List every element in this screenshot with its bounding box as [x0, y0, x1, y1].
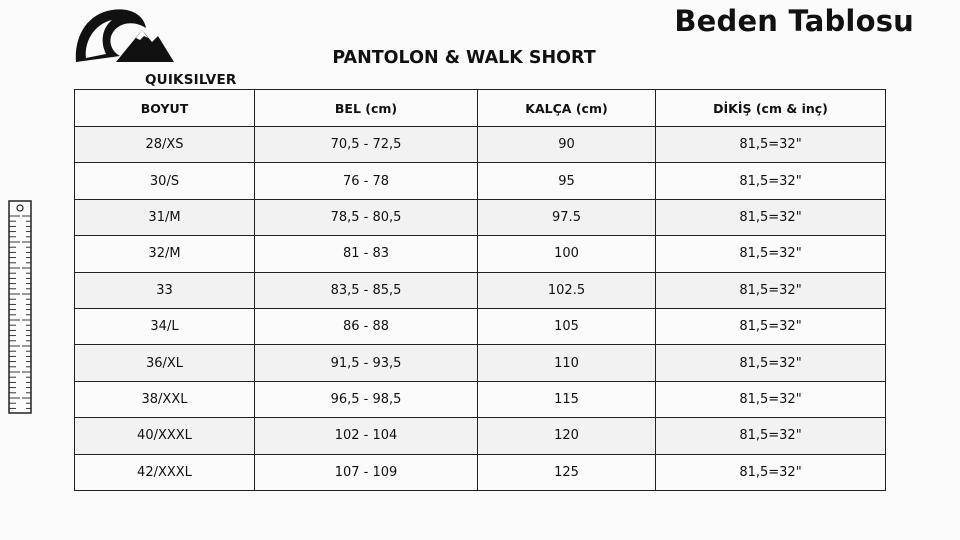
hip-cell: 97.5 — [478, 199, 656, 235]
hip-cell: 125 — [478, 454, 656, 490]
table-row — [75, 381, 886, 417]
inseam-cell: 81,5=32" — [656, 272, 886, 308]
ruler-icon — [8, 200, 32, 414]
size-cell: 36/XL — [75, 345, 255, 381]
waist-cell: 76 - 78 — [255, 163, 478, 199]
inseam-cell: 81,5=32" — [656, 381, 886, 417]
table-row — [75, 308, 886, 344]
waist-cell: 91,5 - 93,5 — [255, 345, 478, 381]
size-cell: 33 — [75, 272, 255, 308]
column-header-size: BOYUT — [75, 90, 255, 127]
size-cell: 30/S — [75, 163, 255, 199]
brand-name: QUIKSILVER — [145, 72, 237, 88]
column-header-waist: BEL (cm) — [255, 90, 478, 127]
waist-cell: 81 - 83 — [255, 236, 478, 272]
inseam-cell: 81,5=32" — [656, 199, 886, 235]
inseam-cell: 81,5=32" — [656, 454, 886, 490]
size-cell: 40/XXXL — [75, 418, 255, 454]
waist-cell: 78,5 - 80,5 — [255, 199, 478, 235]
waist-cell: 86 - 88 — [255, 308, 478, 344]
table-header-row — [75, 90, 886, 127]
column-header-inseam: DİKİŞ (cm & inç) — [656, 90, 886, 127]
hip-cell: 100 — [478, 236, 656, 272]
waist-cell: 102 - 104 — [255, 418, 478, 454]
inseam-cell: 81,5=32" — [656, 345, 886, 381]
table-body — [75, 127, 886, 491]
table-row — [75, 418, 886, 454]
size-cell: 42/XXXL — [75, 454, 255, 490]
hip-cell: 115 — [478, 381, 656, 417]
hip-cell: 120 — [478, 418, 656, 454]
table-row — [75, 236, 886, 272]
table-row — [75, 454, 886, 490]
inseam-cell: 81,5=32" — [656, 163, 886, 199]
table-subtitle: PANTOLON & WALK SHORT — [332, 48, 596, 68]
hip-cell: 102.5 — [478, 272, 656, 308]
column-header-hip: KALÇA (cm) — [478, 90, 656, 127]
waist-cell: 96,5 - 98,5 — [255, 381, 478, 417]
size-cell: 31/M — [75, 199, 255, 235]
hip-cell: 110 — [478, 345, 656, 381]
table-row — [75, 127, 886, 163]
waist-cell: 83,5 - 85,5 — [255, 272, 478, 308]
page-title: Beden Tablosu — [674, 4, 914, 38]
size-cell: 28/XS — [75, 127, 255, 163]
hip-cell: 90 — [478, 127, 656, 163]
hip-cell: 95 — [478, 163, 656, 199]
inseam-cell: 81,5=32" — [656, 127, 886, 163]
table-row — [75, 163, 886, 199]
inseam-cell: 81,5=32" — [656, 308, 886, 344]
size-cell: 38/XXL — [75, 381, 255, 417]
table-row — [75, 199, 886, 235]
waist-cell: 70,5 - 72,5 — [255, 127, 478, 163]
brand-logo — [72, 8, 237, 88]
hip-cell: 105 — [478, 308, 656, 344]
waist-cell: 107 - 109 — [255, 454, 478, 490]
size-chart-table — [74, 89, 886, 491]
inseam-cell: 81,5=32" — [656, 236, 886, 272]
table-row — [75, 272, 886, 308]
size-cell: 34/L — [75, 308, 255, 344]
size-cell: 32/M — [75, 236, 255, 272]
inseam-cell: 81,5=32" — [656, 418, 886, 454]
table-row — [75, 345, 886, 381]
